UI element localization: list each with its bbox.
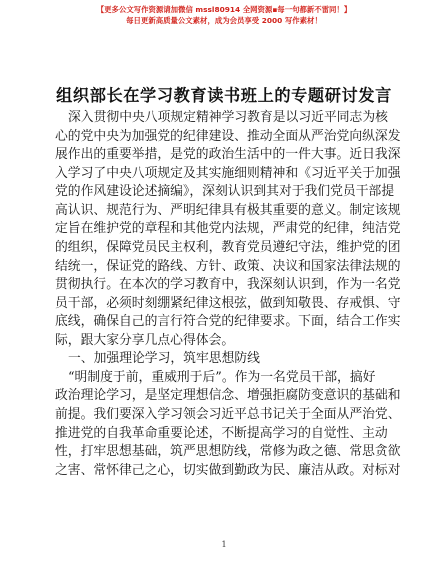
- paragraph-line: 推进党的自我革命重要论述，不断提高学习的自觉性、主动: [55, 426, 388, 441]
- paragraph-line: 底线，确保自己的言行符合党的纪律要求。下面，结合工作实: [55, 314, 401, 329]
- paragraph-line: 之害、常怀律己之心，切实做到勤政为民、廉洁从政。对标对: [55, 463, 401, 478]
- section-heading: 一、加强理论学习，筑牢思想防线: [68, 351, 260, 366]
- paragraph-line: 政治理论学习，是坚定理想信念、增强拒腐防变意识的基础和: [55, 388, 401, 403]
- ad-banner-line-2: 每日更新高质量公文素材，成为会员享受 2000 写作素材！: [126, 16, 322, 25]
- paragraph-line: 员干部，必须时刻绷紧纪律这根弦，做到知敬畏、存戒惧、守: [55, 296, 401, 311]
- paragraph-line: 定旨在维护党的章程和其他党内法规，严肃党的纪律，纯洁党: [55, 221, 401, 236]
- paragraph-line: 贯彻执行。在本次的学习教育中，我深刻认识到，作为一名党: [55, 277, 401, 292]
- paragraph-line: 心的党中央为加强党的纪律建设、推动全面从严治党向纵深发: [55, 129, 401, 144]
- paragraph-line: 深入贯彻中央八项规定精神学习教育是以习近平同志为核: [68, 110, 388, 125]
- document-title: 组织部长在学习教育读书班上的专题研讨发言: [56, 86, 392, 105]
- paragraph-line: 际，跟大家分享几点心得体会。: [55, 333, 235, 348]
- paragraph-line: 结统一，保证党的路线、方针、政策、决议和国家法律法规的: [55, 259, 401, 274]
- ad-banner: [0, 4, 448, 26]
- paragraph-line: 性，打牢思想基础，筑严思想防线，常修为政之德、常思贪欲: [55, 444, 401, 459]
- paragraph-line: 党的作风建设论述摘编》，深刻认识到其对于我们党员干部提: [55, 184, 395, 199]
- paragraph-line: 的组织，保障党员民主权利，教育党员遵纪守法，维护党的团: [55, 240, 401, 255]
- page-number: 1: [221, 540, 227, 549]
- paragraph-line: “明制度于前，重威刑于后”。作为一名党员干部，搞好: [68, 370, 376, 385]
- paragraph-line: 展作出的重要举措，是党的政治生活中的一件大事。近日我深: [55, 147, 401, 162]
- paragraph-line: 高认识、规范行为、严明纪律具有极其重要的意义。制定该规: [55, 203, 401, 218]
- paragraph-line: 前提。我们要深入学习领会习近平总书记关于全面从严治党、: [55, 407, 401, 422]
- paragraph-line: 入学习了中央八项规定及其实施细则精神和《习近平关于加强: [55, 166, 401, 181]
- ad-banner-line-1: 【更多公文写作资源请加微信 mssl80914 全网资源▪每一句都新不雷同！】: [96, 5, 352, 14]
